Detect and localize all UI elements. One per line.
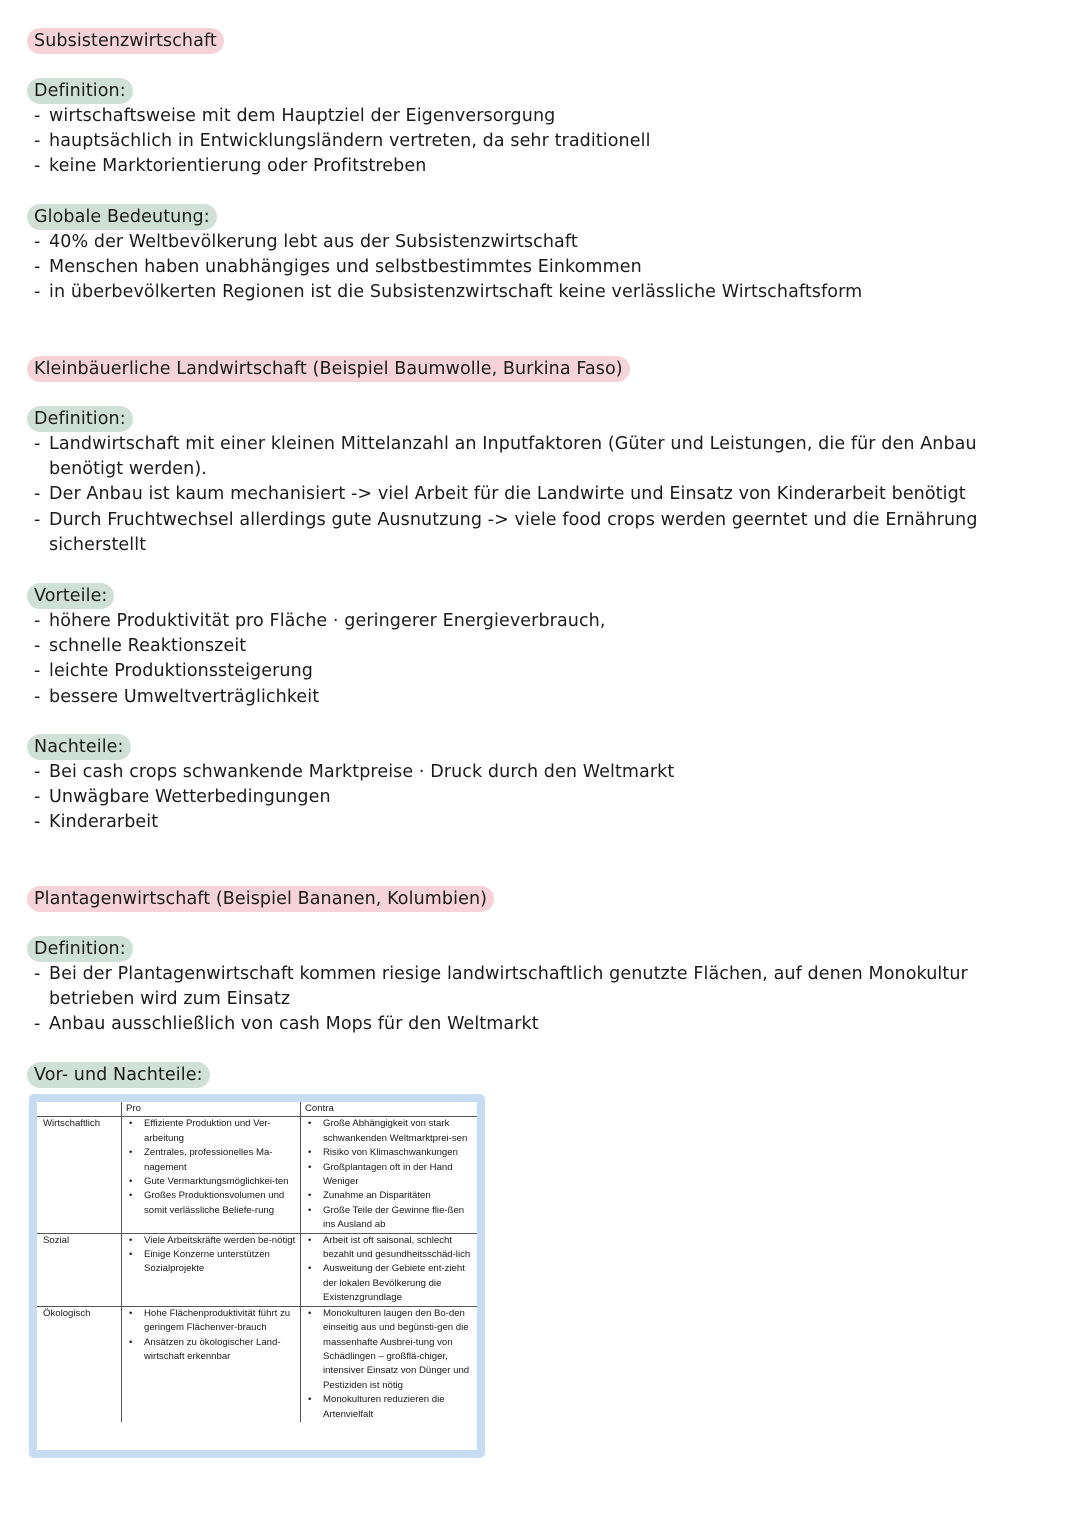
pro-contra-table-frame xyxy=(29,1094,485,1458)
list-item: • Risiko von Klimaschwankungen xyxy=(305,1146,473,1160)
list-item: • Ausweitung der Gebiete ent-zieht der lokalen Bevölkerung die Existenzgrundlage xyxy=(305,1262,473,1305)
pro-contra-table-container xyxy=(37,1102,477,1450)
table-header-contra: Contra xyxy=(301,1102,478,1117)
list-item: • Gute Vermarktungsmöglichkei-ten xyxy=(126,1175,296,1189)
heading-definition-kleinbaeuerlich: Definition: xyxy=(27,406,133,432)
list-item: - bessere Umweltverträglichkeit xyxy=(32,685,992,710)
table-header-pro: Pro xyxy=(122,1102,301,1117)
list-item: - Durch Fruchtwechsel allerdings gute Ausnutzung -> viele food crops werden geerntet und die Ernährung sicherstellt xyxy=(32,508,992,558)
section-title-kleinbaeuerlich: Kleinbäuerliche Landwirtschaft (Beispiel Baumwolle, Burkina Faso) xyxy=(27,356,630,382)
table-row xyxy=(37,1117,477,1233)
table-row xyxy=(37,1306,477,1422)
list-item: - Anbau ausschließlich von cash Mops für den Weltmarkt xyxy=(32,1012,992,1037)
list-definition-subsistenz xyxy=(32,104,992,180)
row-label: Sozial xyxy=(37,1233,122,1306)
list-item: • Großes Produktionsvolumen und somit verlässliche Beliefe-rung xyxy=(126,1189,296,1218)
list-item: - Kinderarbeit xyxy=(32,810,992,835)
section-title-plantagen: Plantagenwirtschaft (Beispiel Bananen, Kolumbien) xyxy=(27,886,494,912)
list-item: - wirtschaftsweise mit dem Hauptziel der Eigenversorgung xyxy=(32,104,992,129)
list-item: - Bei cash crops schwankende Marktpreise · Druck durch den Weltmarkt xyxy=(32,760,992,785)
pro-contra-table xyxy=(37,1102,477,1422)
list-globale-bedeutung xyxy=(32,230,992,306)
list-item: • Große Teile der Gewinne flie-ßen ins Ausland ab xyxy=(305,1204,473,1233)
list-item: • Hohe Flächenproduktivität führt zu geringem Flächenver-brauch xyxy=(126,1307,296,1336)
list-item: - höhere Produktivität pro Fläche · geringerer Energieverbrauch, xyxy=(32,609,992,634)
list-item: - hauptsächlich in Entwicklungsländern vertreten, da sehr traditionell xyxy=(32,129,992,154)
row-label: Ökologisch xyxy=(37,1306,122,1422)
section-title-subsistenz: Subsistenzwirtschaft xyxy=(27,28,224,54)
heading-vorteile: Vorteile: xyxy=(27,583,114,609)
pro-cell xyxy=(122,1117,301,1233)
list-vorteile xyxy=(32,609,992,710)
list-item: - Der Anbau ist kaum mechanisiert -> viel Arbeit für die Landwirte und Einsatz von Kinderarbeit benötigt xyxy=(32,482,992,507)
heading-definition-subsistenz: Definition: xyxy=(27,78,133,104)
list-definition-plantagen xyxy=(32,962,992,1038)
list-item: - in überbevölkerten Regionen ist die Subsistenzwirtschaft keine verlässliche Wirtschaftsform xyxy=(32,280,992,305)
heading-vor-und-nachteile: Vor- und Nachteile: xyxy=(27,1062,210,1088)
list-nachteile xyxy=(32,760,992,836)
list-item: • Große Abhängigkeit von stark schwankenden Weltmarktprei-sen xyxy=(305,1117,473,1146)
list-item: - Unwägbare Wetterbedingungen xyxy=(32,785,992,810)
list-item: • Monokulturen reduzieren die Artenvielfalt xyxy=(305,1393,473,1422)
table-header-empty xyxy=(37,1102,122,1117)
list-item: - keine Marktorientierung oder Profitstreben xyxy=(32,154,992,179)
list-item: • Großplantagen oft in der Hand Weniger xyxy=(305,1161,473,1190)
contra-cell xyxy=(301,1233,478,1306)
table-row xyxy=(37,1233,477,1306)
list-item: - 40% der Weltbevölkerung lebt aus der Subsistenzwirtschaft xyxy=(32,230,992,255)
list-item: • Einige Konzerne unterstützen Sozialprojekte xyxy=(126,1248,296,1277)
list-item: • Ansätzen zu ökologischer Land-wirtschaft erkennbar xyxy=(126,1336,296,1365)
list-item: - Bei der Plantagenwirtschaft kommen riesige landwirtschaftlich genutzte Flächen, auf denen Monokultur betrieben wird zum Einsatz xyxy=(32,962,992,1012)
list-item: - leichte Produktionssteigerung xyxy=(32,659,992,684)
contra-cell xyxy=(301,1306,478,1422)
pro-cell xyxy=(122,1306,301,1422)
list-item: - schnelle Reaktionszeit xyxy=(32,634,992,659)
contra-cell xyxy=(301,1117,478,1233)
list-item: • Zentrales, professionelles Ma-nagement xyxy=(126,1146,296,1175)
list-item: • Arbeit ist oft saisonal, schlecht bezahlt und gesundheitsschäd-lich xyxy=(305,1234,473,1263)
list-definition-kleinbaeuerlich xyxy=(32,432,992,558)
heading-definition-plantagen: Definition: xyxy=(27,936,133,962)
pro-cell xyxy=(122,1233,301,1306)
list-item: - Landwirtschaft mit einer kleinen Mittelanzahl an Inputfaktoren (Güter und Leistungen, die für den Anbau benötigt werden). xyxy=(32,432,992,482)
list-item: • Viele Arbeitskräfte werden be-nötigt xyxy=(126,1234,296,1248)
heading-globale-bedeutung: Globale Bedeutung: xyxy=(27,204,217,230)
list-item: • Zunahme an Disparitäten xyxy=(305,1189,473,1203)
list-item: • Effiziente Produktion und Ver-arbeitung xyxy=(126,1117,296,1146)
list-item: • Monokulturen laugen den Bo-den einseitig aus und begünsti-gen die massenhafte Ausbrei-tung von Schädlingen – großflä-chiger, intensiver Einsatz von Dünger und Pestiziden ist nötig xyxy=(305,1307,473,1393)
list-item: - Menschen haben unabhängiges und selbstbestimmtes Einkommen xyxy=(32,255,992,280)
row-label: Wirtschaftlich xyxy=(37,1117,122,1233)
heading-nachteile: Nachteile: xyxy=(27,734,131,760)
